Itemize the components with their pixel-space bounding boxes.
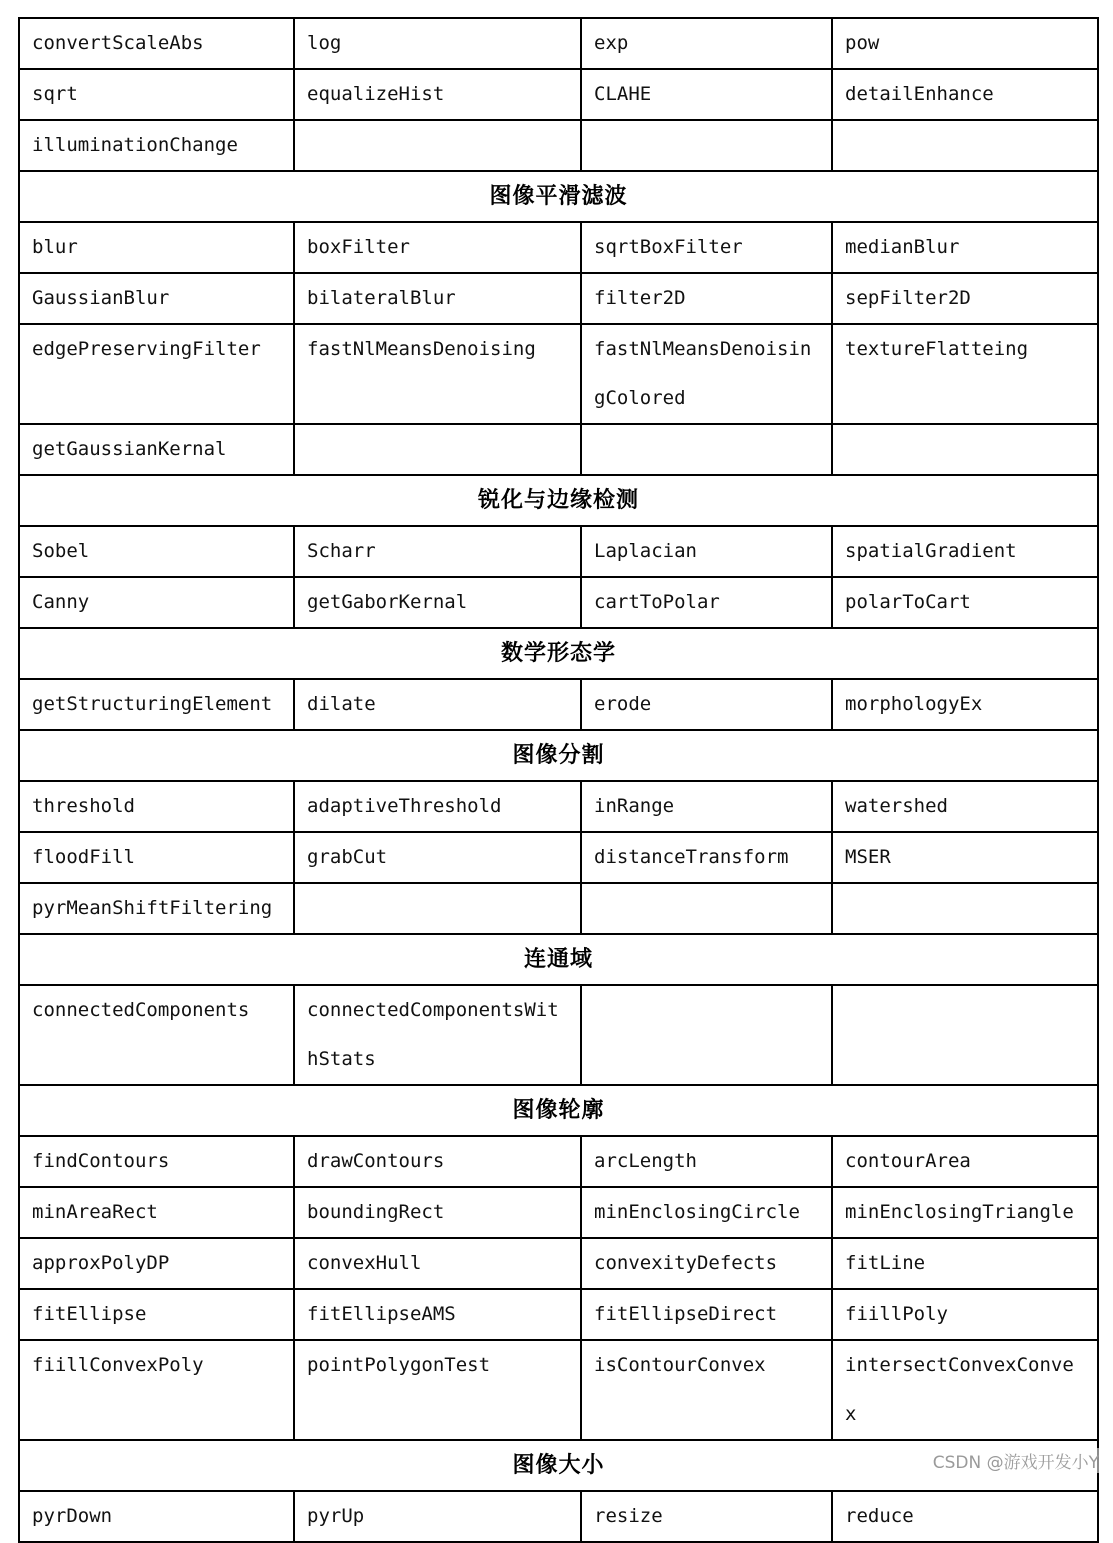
table-row	[19, 424, 1098, 475]
function-name-cell: isContourConvex	[581, 1340, 832, 1440]
csdn-watermark: CSDN @游戏开发小Y	[931, 1448, 1101, 1473]
table-row	[19, 577, 1098, 628]
function-name-cell: sqrt	[19, 69, 294, 120]
table-row	[19, 324, 1098, 424]
empty-cell	[581, 120, 832, 171]
table-row	[19, 1491, 1098, 1542]
function-name-cell: sqrtBoxFilter	[581, 222, 832, 273]
function-name-cell: distanceTransform	[581, 832, 832, 883]
function-name-cell: detailEnhance	[832, 69, 1098, 120]
function-name-cell: minEnclosingCircle	[581, 1187, 832, 1238]
function-name-cell: convexHull	[294, 1238, 581, 1289]
function-name-cell: fiillConvexPoly	[19, 1340, 294, 1440]
section-title: 数学形态学	[19, 628, 1098, 679]
empty-cell	[832, 883, 1098, 934]
function-name-cell: pow	[832, 18, 1098, 69]
function-name-cell: grabCut	[294, 832, 581, 883]
function-name-cell: fitEllipseDirect	[581, 1289, 832, 1340]
function-name-cell: dilate	[294, 679, 581, 730]
function-name-cell: getStructuringElement	[19, 679, 294, 730]
function-name-cell: log	[294, 18, 581, 69]
empty-cell	[581, 985, 832, 1085]
function-name-cell: GaussianBlur	[19, 273, 294, 324]
function-name-cell: fitEllipse	[19, 1289, 294, 1340]
section-title: 图像大小	[19, 1440, 1098, 1491]
function-name-cell: Scharr	[294, 526, 581, 577]
function-name-cell: MSER	[832, 832, 1098, 883]
function-name-cell: bilateralBlur	[294, 273, 581, 324]
function-name-cell: resize	[581, 1491, 832, 1542]
function-name-cell: watershed	[832, 781, 1098, 832]
table-row	[19, 222, 1098, 273]
function-name-cell: fiillPoly	[832, 1289, 1098, 1340]
function-name-cell: boundingRect	[294, 1187, 581, 1238]
empty-cell	[581, 424, 832, 475]
function-name-cell: textureFlatteing	[832, 324, 1098, 424]
empty-cell	[832, 424, 1098, 475]
function-table-document	[18, 17, 1097, 1543]
section-header-row	[19, 934, 1098, 985]
function-name-cell: minAreaRect	[19, 1187, 294, 1238]
function-name-cell: morphologyEx	[832, 679, 1098, 730]
table-row	[19, 120, 1098, 171]
function-name-cell: getGaussianKernal	[19, 424, 294, 475]
function-name-cell: convexityDefects	[581, 1238, 832, 1289]
function-name-cell: fastNlMeansDenoising	[294, 324, 581, 424]
table-row	[19, 273, 1098, 324]
function-name-cell: inRange	[581, 781, 832, 832]
empty-cell	[832, 985, 1098, 1085]
function-name-cell: erode	[581, 679, 832, 730]
function-name-cell: medianBlur	[832, 222, 1098, 273]
function-name-cell: illuminationChange	[19, 120, 294, 171]
function-name-cell: findContours	[19, 1136, 294, 1187]
section-title: 连通域	[19, 934, 1098, 985]
section-title: 图像轮廓	[19, 1085, 1098, 1136]
function-name-cell: edgePreservingFilter	[19, 324, 294, 424]
function-name-cell: drawContours	[294, 1136, 581, 1187]
function-name-cell: fastNlMeansDenoisingColored	[581, 324, 832, 424]
function-name-cell: CLAHE	[581, 69, 832, 120]
function-name-cell: reduce	[832, 1491, 1098, 1542]
section-header-row	[19, 730, 1098, 781]
function-name-cell: boxFilter	[294, 222, 581, 273]
function-table	[18, 17, 1099, 1543]
table-row	[19, 1238, 1098, 1289]
function-name-cell: connectedComponentsWithStats	[294, 985, 581, 1085]
function-name-cell: spatialGradient	[832, 526, 1098, 577]
function-name-cell: filter2D	[581, 273, 832, 324]
function-name-cell: pyrDown	[19, 1491, 294, 1542]
section-title: 锐化与边缘检测	[19, 475, 1098, 526]
table-row	[19, 1340, 1098, 1440]
function-name-cell: convertScaleAbs	[19, 18, 294, 69]
function-name-cell: minEnclosingTriangle	[832, 1187, 1098, 1238]
function-table-body	[19, 18, 1098, 1542]
function-name-cell: intersectConvexConvex	[832, 1340, 1098, 1440]
function-name-cell: threshold	[19, 781, 294, 832]
function-name-cell: sepFilter2D	[832, 273, 1098, 324]
empty-cell	[294, 883, 581, 934]
table-row	[19, 679, 1098, 730]
section-title: 图像分割	[19, 730, 1098, 781]
table-row	[19, 1187, 1098, 1238]
table-row	[19, 1289, 1098, 1340]
section-header-row	[19, 171, 1098, 222]
table-row	[19, 883, 1098, 934]
empty-cell	[581, 883, 832, 934]
function-name-cell: Canny	[19, 577, 294, 628]
function-name-cell: arcLength	[581, 1136, 832, 1187]
table-row	[19, 781, 1098, 832]
table-row	[19, 69, 1098, 120]
function-name-cell: pointPolygonTest	[294, 1340, 581, 1440]
function-name-cell: adaptiveThreshold	[294, 781, 581, 832]
function-name-cell: pyrUp	[294, 1491, 581, 1542]
table-row	[19, 18, 1098, 69]
function-name-cell: connectedComponents	[19, 985, 294, 1085]
function-name-cell: blur	[19, 222, 294, 273]
section-header-row	[19, 1085, 1098, 1136]
function-name-cell: fitEllipseAMS	[294, 1289, 581, 1340]
function-name-cell: floodFill	[19, 832, 294, 883]
function-name-cell: Sobel	[19, 526, 294, 577]
function-name-cell: Laplacian	[581, 526, 832, 577]
function-name-cell: cartToPolar	[581, 577, 832, 628]
table-row	[19, 1136, 1098, 1187]
section-header-row	[19, 475, 1098, 526]
empty-cell	[294, 424, 581, 475]
empty-cell	[294, 120, 581, 171]
function-name-cell: approxPolyDP	[19, 1238, 294, 1289]
table-row	[19, 832, 1098, 883]
function-name-cell: getGaborKernal	[294, 577, 581, 628]
table-row	[19, 526, 1098, 577]
function-name-cell: exp	[581, 18, 832, 69]
function-name-cell: fitLine	[832, 1238, 1098, 1289]
function-name-cell: equalizeHist	[294, 69, 581, 120]
section-title: 图像平滑滤波	[19, 171, 1098, 222]
function-name-cell: contourArea	[832, 1136, 1098, 1187]
function-name-cell: polarToCart	[832, 577, 1098, 628]
empty-cell	[832, 120, 1098, 171]
function-name-cell: pyrMeanShiftFiltering	[19, 883, 294, 934]
table-row	[19, 985, 1098, 1085]
section-header-row	[19, 628, 1098, 679]
